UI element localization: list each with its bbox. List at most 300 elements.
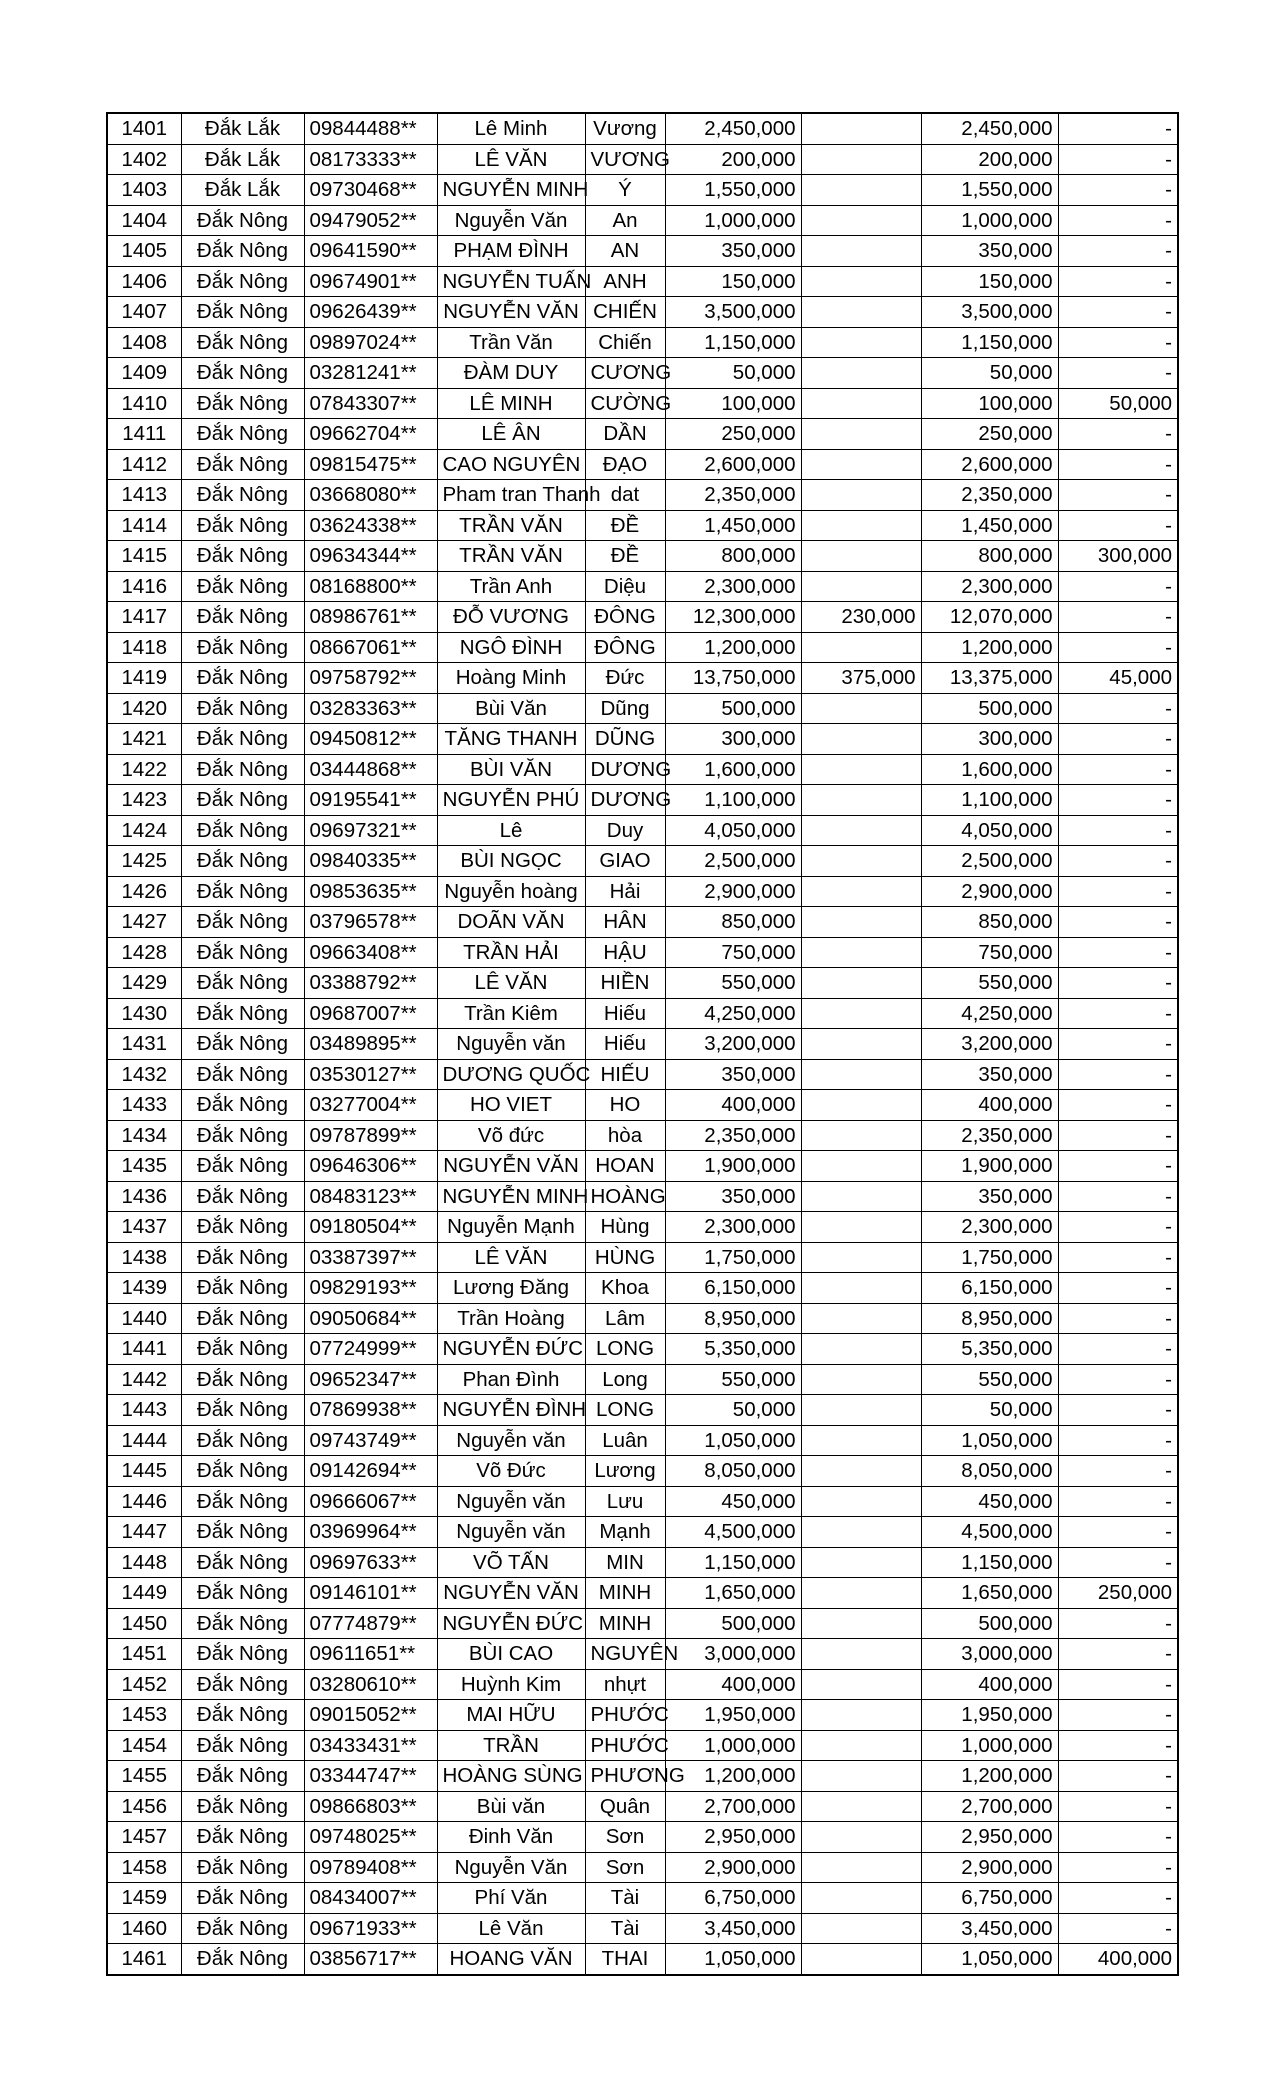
first-name-cell: HOAN [585, 1151, 665, 1182]
province-cell: Đắk Nông [181, 1852, 304, 1883]
amount-cell: 2,900,000 [665, 1852, 801, 1883]
last-name-cell: Nguyễn Văn [437, 1852, 585, 1883]
fee-cell [801, 1822, 921, 1853]
amount-cell: 4,050,000 [665, 815, 801, 846]
row-number-cell: 1453 [107, 1700, 181, 1731]
table-row [107, 1883, 1178, 1914]
extra-amount-cell: - [1058, 1761, 1178, 1792]
net-amount-cell: 3,450,000 [921, 1913, 1058, 1944]
province-cell: Đắk Nông [181, 1700, 304, 1731]
phone-number-cell: 08168800** [304, 571, 437, 602]
amount-cell: 1,050,000 [665, 1944, 801, 1975]
net-amount-cell: 2,900,000 [921, 1852, 1058, 1883]
amount-cell: 1,200,000 [665, 632, 801, 663]
row-number-cell: 1427 [107, 907, 181, 938]
last-name-cell: TRẦN VĂN [437, 541, 585, 572]
first-name-cell: AN [585, 236, 665, 267]
extra-amount-cell: - [1058, 1608, 1178, 1639]
first-name-cell: ANH [585, 266, 665, 297]
first-name-cell: Lâm [585, 1303, 665, 1334]
fee-cell [801, 144, 921, 175]
extra-amount-cell: - [1058, 1242, 1178, 1273]
amount-cell: 1,600,000 [665, 754, 801, 785]
province-cell: Đắk Nông [181, 1669, 304, 1700]
table-row [107, 1151, 1178, 1182]
fee-cell [801, 1242, 921, 1273]
net-amount-cell: 1,550,000 [921, 175, 1058, 206]
table-row [107, 846, 1178, 877]
row-number-cell: 1428 [107, 937, 181, 968]
extra-amount-cell: - [1058, 876, 1178, 907]
phone-number-cell: 07843307** [304, 388, 437, 419]
province-cell: Đắk Nông [181, 1944, 304, 1975]
table-row [107, 1059, 1178, 1090]
table-row [107, 1364, 1178, 1395]
table-row [107, 175, 1178, 206]
table-row [107, 968, 1178, 999]
net-amount-cell: 2,300,000 [921, 571, 1058, 602]
fee-cell: 375,000 [801, 663, 921, 694]
table-row [107, 449, 1178, 480]
province-cell: Đắk Nông [181, 1547, 304, 1578]
row-number-cell: 1440 [107, 1303, 181, 1334]
province-cell: Đắk Nông [181, 1395, 304, 1426]
net-amount-cell: 8,050,000 [921, 1456, 1058, 1487]
last-name-cell: Bùi văn [437, 1791, 585, 1822]
table-row [107, 1456, 1178, 1487]
row-number-cell: 1444 [107, 1425, 181, 1456]
net-amount-cell: 350,000 [921, 1181, 1058, 1212]
province-cell: Đắk Nông [181, 1303, 304, 1334]
province-cell: Đắk Nông [181, 541, 304, 572]
amount-cell: 1,550,000 [665, 175, 801, 206]
last-name-cell: Nguyễn văn [437, 1517, 585, 1548]
last-name-cell: LÊ VĂN [437, 968, 585, 999]
amount-cell: 350,000 [665, 236, 801, 267]
amount-cell: 400,000 [665, 1090, 801, 1121]
row-number-cell: 1403 [107, 175, 181, 206]
phone-number-cell: 09897024** [304, 327, 437, 358]
extra-amount-cell: - [1058, 236, 1178, 267]
fee-cell [801, 236, 921, 267]
net-amount-cell: 300,000 [921, 724, 1058, 755]
first-name-cell: DŨNG [585, 724, 665, 755]
extra-amount-cell: - [1058, 113, 1178, 144]
last-name-cell: MAI HỮU [437, 1700, 585, 1731]
table-row [107, 1425, 1178, 1456]
row-number-cell: 1406 [107, 266, 181, 297]
first-name-cell: DẦN [585, 419, 665, 450]
extra-amount-cell: - [1058, 1913, 1178, 1944]
phone-number-cell: 08434007** [304, 1883, 437, 1914]
phone-number-cell: 09674901** [304, 266, 437, 297]
net-amount-cell: 12,070,000 [921, 602, 1058, 633]
fee-cell: 230,000 [801, 602, 921, 633]
province-cell: Đắk Nông [181, 937, 304, 968]
net-amount-cell: 2,350,000 [921, 480, 1058, 511]
amount-cell: 850,000 [665, 907, 801, 938]
row-number-cell: 1407 [107, 297, 181, 328]
extra-amount-cell: - [1058, 327, 1178, 358]
province-cell: Đắk Nông [181, 1181, 304, 1212]
table-row [107, 1029, 1178, 1060]
last-name-cell: NGUYỄN PHÚ [437, 785, 585, 816]
first-name-cell: Quân [585, 1791, 665, 1822]
phone-number-cell: 09641590** [304, 236, 437, 267]
extra-amount-cell: - [1058, 1456, 1178, 1487]
amount-cell: 2,700,000 [665, 1791, 801, 1822]
first-name-cell: Mạnh [585, 1517, 665, 1548]
last-name-cell: TRẦN [437, 1730, 585, 1761]
net-amount-cell: 100,000 [921, 388, 1058, 419]
amount-cell: 1,150,000 [665, 327, 801, 358]
net-amount-cell: 2,900,000 [921, 876, 1058, 907]
amount-cell: 2,900,000 [665, 876, 801, 907]
phone-number-cell: 09626439** [304, 297, 437, 328]
province-cell: Đắk Nông [181, 724, 304, 755]
amount-cell: 12,300,000 [665, 602, 801, 633]
net-amount-cell: 550,000 [921, 1364, 1058, 1395]
net-amount-cell: 13,375,000 [921, 663, 1058, 694]
net-amount-cell: 500,000 [921, 693, 1058, 724]
extra-amount-cell: - [1058, 1486, 1178, 1517]
amount-cell: 1,000,000 [665, 1730, 801, 1761]
fee-cell [801, 113, 921, 144]
row-number-cell: 1414 [107, 510, 181, 541]
province-cell: Đắk Nông [181, 1059, 304, 1090]
phone-number-cell: 09787899** [304, 1120, 437, 1151]
table-row [107, 1608, 1178, 1639]
first-name-cell: Lưu [585, 1486, 665, 1517]
amount-cell: 800,000 [665, 541, 801, 572]
phone-number-cell: 08667061** [304, 632, 437, 663]
extra-amount-cell: - [1058, 1029, 1178, 1060]
fee-cell [801, 327, 921, 358]
row-number-cell: 1438 [107, 1242, 181, 1273]
net-amount-cell: 500,000 [921, 1608, 1058, 1639]
province-cell: Đắk Nông [181, 1425, 304, 1456]
row-number-cell: 1449 [107, 1578, 181, 1609]
first-name-cell: Khoa [585, 1273, 665, 1304]
fee-cell [801, 1578, 921, 1609]
net-amount-cell: 2,300,000 [921, 1212, 1058, 1243]
fee-cell [801, 1364, 921, 1395]
row-number-cell: 1408 [107, 327, 181, 358]
net-amount-cell: 1,000,000 [921, 205, 1058, 236]
fee-cell [801, 480, 921, 511]
row-number-cell: 1432 [107, 1059, 181, 1090]
phone-number-cell: 03388792** [304, 968, 437, 999]
first-name-cell: Duy [585, 815, 665, 846]
net-amount-cell: 450,000 [921, 1486, 1058, 1517]
table-row [107, 754, 1178, 785]
amount-cell: 4,500,000 [665, 1517, 801, 1548]
first-name-cell: GIAO [585, 846, 665, 877]
last-name-cell: NGUYỄN MINH [437, 175, 585, 206]
row-number-cell: 1402 [107, 144, 181, 175]
table-row [107, 358, 1178, 389]
extra-amount-cell: - [1058, 144, 1178, 175]
row-number-cell: 1439 [107, 1273, 181, 1304]
row-number-cell: 1437 [107, 1212, 181, 1243]
fee-cell [801, 632, 921, 663]
extra-amount-cell: - [1058, 480, 1178, 511]
extra-amount-cell: - [1058, 1273, 1178, 1304]
row-number-cell: 1430 [107, 998, 181, 1029]
row-number-cell: 1431 [107, 1029, 181, 1060]
net-amount-cell: 5,350,000 [921, 1334, 1058, 1365]
table-row [107, 1181, 1178, 1212]
first-name-cell: LONG [585, 1395, 665, 1426]
phone-number-cell: 03280610** [304, 1669, 437, 1700]
table-row [107, 632, 1178, 663]
province-cell: Đắk Nông [181, 266, 304, 297]
extra-amount-cell: - [1058, 968, 1178, 999]
row-number-cell: 1450 [107, 1608, 181, 1639]
table-row [107, 1212, 1178, 1243]
phone-number-cell: 03277004** [304, 1090, 437, 1121]
extra-amount-cell: - [1058, 754, 1178, 785]
first-name-cell: Vương [585, 113, 665, 144]
fee-cell [801, 1761, 921, 1792]
table-row [107, 1852, 1178, 1883]
last-name-cell: NGUYỄN TUẤN [437, 266, 585, 297]
last-name-cell: BÙI VĂN [437, 754, 585, 785]
net-amount-cell: 400,000 [921, 1669, 1058, 1700]
amount-cell: 500,000 [665, 1608, 801, 1639]
fee-cell [801, 968, 921, 999]
extra-amount-cell: 250,000 [1058, 1578, 1178, 1609]
phone-number-cell: 09853635** [304, 876, 437, 907]
first-name-cell: MINH [585, 1578, 665, 1609]
extra-amount-cell: - [1058, 510, 1178, 541]
amount-cell: 500,000 [665, 693, 801, 724]
row-number-cell: 1419 [107, 663, 181, 694]
amount-cell: 250,000 [665, 419, 801, 450]
last-name-cell: Nguyễn hoàng [437, 876, 585, 907]
table-row [107, 785, 1178, 816]
net-amount-cell: 350,000 [921, 1059, 1058, 1090]
first-name-cell: ĐÔNG [585, 632, 665, 663]
net-amount-cell: 250,000 [921, 419, 1058, 450]
extra-amount-cell: - [1058, 998, 1178, 1029]
net-amount-cell: 150,000 [921, 266, 1058, 297]
extra-amount-cell: - [1058, 297, 1178, 328]
first-name-cell: Chiến [585, 327, 665, 358]
net-amount-cell: 1,200,000 [921, 1761, 1058, 1792]
extra-amount-cell: - [1058, 1517, 1178, 1548]
row-number-cell: 1404 [107, 205, 181, 236]
extra-amount-cell: - [1058, 571, 1178, 602]
fee-cell [801, 1486, 921, 1517]
fee-cell [801, 205, 921, 236]
row-number-cell: 1418 [107, 632, 181, 663]
extra-amount-cell: - [1058, 1151, 1178, 1182]
last-name-cell: TRẦN HẢI [437, 937, 585, 968]
phone-number-cell: 07724999** [304, 1334, 437, 1365]
row-number-cell: 1442 [107, 1364, 181, 1395]
extra-amount-cell: 400,000 [1058, 1944, 1178, 1975]
province-cell: Đắk Nông [181, 1120, 304, 1151]
amount-cell: 1,100,000 [665, 785, 801, 816]
last-name-cell: NGUYỄN ĐỨC [437, 1334, 585, 1365]
province-cell: Đắk Nông [181, 510, 304, 541]
row-number-cell: 1443 [107, 1395, 181, 1426]
last-name-cell: Lương Đăng [437, 1273, 585, 1304]
amount-cell: 150,000 [665, 266, 801, 297]
extra-amount-cell: - [1058, 907, 1178, 938]
phone-number-cell: 03856717** [304, 1944, 437, 1975]
fee-cell [801, 724, 921, 755]
phone-number-cell: 07774879** [304, 1608, 437, 1639]
phone-number-cell: 09866803** [304, 1791, 437, 1822]
first-name-cell: ĐỀ [585, 541, 665, 572]
phone-number-cell: 09663408** [304, 937, 437, 968]
amount-cell: 5,350,000 [665, 1334, 801, 1365]
phone-number-cell: 09748025** [304, 1822, 437, 1853]
first-name-cell: PHƯỚC [585, 1730, 665, 1761]
last-name-cell: Trần Văn [437, 327, 585, 358]
province-cell: Đắk Nông [181, 358, 304, 389]
phone-number-cell: 09789408** [304, 1852, 437, 1883]
extra-amount-cell: - [1058, 846, 1178, 877]
last-name-cell: LÊ MINH [437, 388, 585, 419]
phone-number-cell: 03387397** [304, 1242, 437, 1273]
phone-number-cell: 09142694** [304, 1456, 437, 1487]
row-number-cell: 1434 [107, 1120, 181, 1151]
fee-cell [801, 1181, 921, 1212]
amount-cell: 6,750,000 [665, 1883, 801, 1914]
fee-cell [801, 1059, 921, 1090]
fee-cell [801, 1334, 921, 1365]
last-name-cell: Lê Văn [437, 1913, 585, 1944]
fee-cell [801, 1029, 921, 1060]
table-row [107, 1395, 1178, 1426]
first-name-cell: THAI [585, 1944, 665, 1975]
fee-cell [801, 815, 921, 846]
fee-cell [801, 1730, 921, 1761]
fee-cell [801, 907, 921, 938]
last-name-cell: TRẦN VĂN [437, 510, 585, 541]
province-cell: Đắk Nông [181, 1639, 304, 1670]
extra-amount-cell: 45,000 [1058, 663, 1178, 694]
net-amount-cell: 4,250,000 [921, 998, 1058, 1029]
net-amount-cell: 750,000 [921, 937, 1058, 968]
extra-amount-cell: - [1058, 1669, 1178, 1700]
amount-cell: 400,000 [665, 1669, 801, 1700]
row-number-cell: 1447 [107, 1517, 181, 1548]
phone-number-cell: 09611651** [304, 1639, 437, 1670]
table-row [107, 1517, 1178, 1548]
amount-cell: 350,000 [665, 1181, 801, 1212]
row-number-cell: 1441 [107, 1334, 181, 1365]
fee-cell [801, 1303, 921, 1334]
extra-amount-cell: - [1058, 815, 1178, 846]
province-cell: Đắk Nông [181, 1730, 304, 1761]
fee-cell [801, 876, 921, 907]
amount-cell: 2,450,000 [665, 113, 801, 144]
first-name-cell: HOÀNG [585, 1181, 665, 1212]
phone-number-cell: 07869938** [304, 1395, 437, 1426]
last-name-cell: LÊ VĂN [437, 1242, 585, 1273]
net-amount-cell: 50,000 [921, 358, 1058, 389]
first-name-cell: Hải [585, 876, 665, 907]
first-name-cell: HÂN [585, 907, 665, 938]
fee-cell [801, 1456, 921, 1487]
table-row [107, 419, 1178, 450]
amount-cell: 3,450,000 [665, 1913, 801, 1944]
amount-cell: 2,300,000 [665, 1212, 801, 1243]
extra-amount-cell: - [1058, 1334, 1178, 1365]
amount-cell: 550,000 [665, 968, 801, 999]
row-number-cell: 1417 [107, 602, 181, 633]
row-number-cell: 1410 [107, 388, 181, 419]
phone-number-cell: 09815475** [304, 449, 437, 480]
table-row [107, 663, 1178, 694]
row-number-cell: 1455 [107, 1761, 181, 1792]
row-number-cell: 1423 [107, 785, 181, 816]
last-name-cell: ĐÀM DUY [437, 358, 585, 389]
table-row [107, 1120, 1178, 1151]
amount-cell: 8,950,000 [665, 1303, 801, 1334]
row-number-cell: 1405 [107, 236, 181, 267]
amount-cell: 6,150,000 [665, 1273, 801, 1304]
net-amount-cell: 2,450,000 [921, 113, 1058, 144]
extra-amount-cell: - [1058, 1822, 1178, 1853]
province-cell: Đắk Nông [181, 1456, 304, 1487]
row-number-cell: 1433 [107, 1090, 181, 1121]
table-row [107, 297, 1178, 328]
extra-amount-cell: - [1058, 602, 1178, 633]
phone-number-cell: 09671933** [304, 1913, 437, 1944]
net-amount-cell: 2,600,000 [921, 449, 1058, 480]
fee-cell [801, 1151, 921, 1182]
table-row [107, 1273, 1178, 1304]
province-cell: Đắk Nông [181, 419, 304, 450]
last-name-cell: Võ đức [437, 1120, 585, 1151]
amount-cell: 2,600,000 [665, 449, 801, 480]
table-row [107, 1486, 1178, 1517]
net-amount-cell: 50,000 [921, 1395, 1058, 1426]
net-amount-cell: 1,950,000 [921, 1700, 1058, 1731]
extra-amount-cell: 300,000 [1058, 541, 1178, 572]
phone-number-cell: 03530127** [304, 1059, 437, 1090]
last-name-cell: NGUYỄN ĐÌNH [437, 1395, 585, 1426]
table-row [107, 113, 1178, 144]
first-name-cell: Hiếu [585, 998, 665, 1029]
net-amount-cell: 1,450,000 [921, 510, 1058, 541]
extra-amount-cell: - [1058, 205, 1178, 236]
extra-amount-cell: - [1058, 937, 1178, 968]
amount-cell: 450,000 [665, 1486, 801, 1517]
last-name-cell: BÙI CAO [437, 1639, 585, 1670]
phone-number-cell: 03624338** [304, 510, 437, 541]
amount-cell: 1,450,000 [665, 510, 801, 541]
phone-number-cell: 09479052** [304, 205, 437, 236]
first-name-cell: CƯỜNG [585, 388, 665, 419]
table-row [107, 1761, 1178, 1792]
table-row [107, 602, 1178, 633]
province-cell: Đắk Lắk [181, 113, 304, 144]
fee-cell [801, 541, 921, 572]
first-name-cell: PHƯỚC [585, 1700, 665, 1731]
table-row [107, 510, 1178, 541]
net-amount-cell: 6,150,000 [921, 1273, 1058, 1304]
first-name-cell: Sơn [585, 1822, 665, 1853]
province-cell: Đắk Nông [181, 907, 304, 938]
province-cell: Đắk Nông [181, 327, 304, 358]
province-cell: Đắk Nông [181, 205, 304, 236]
